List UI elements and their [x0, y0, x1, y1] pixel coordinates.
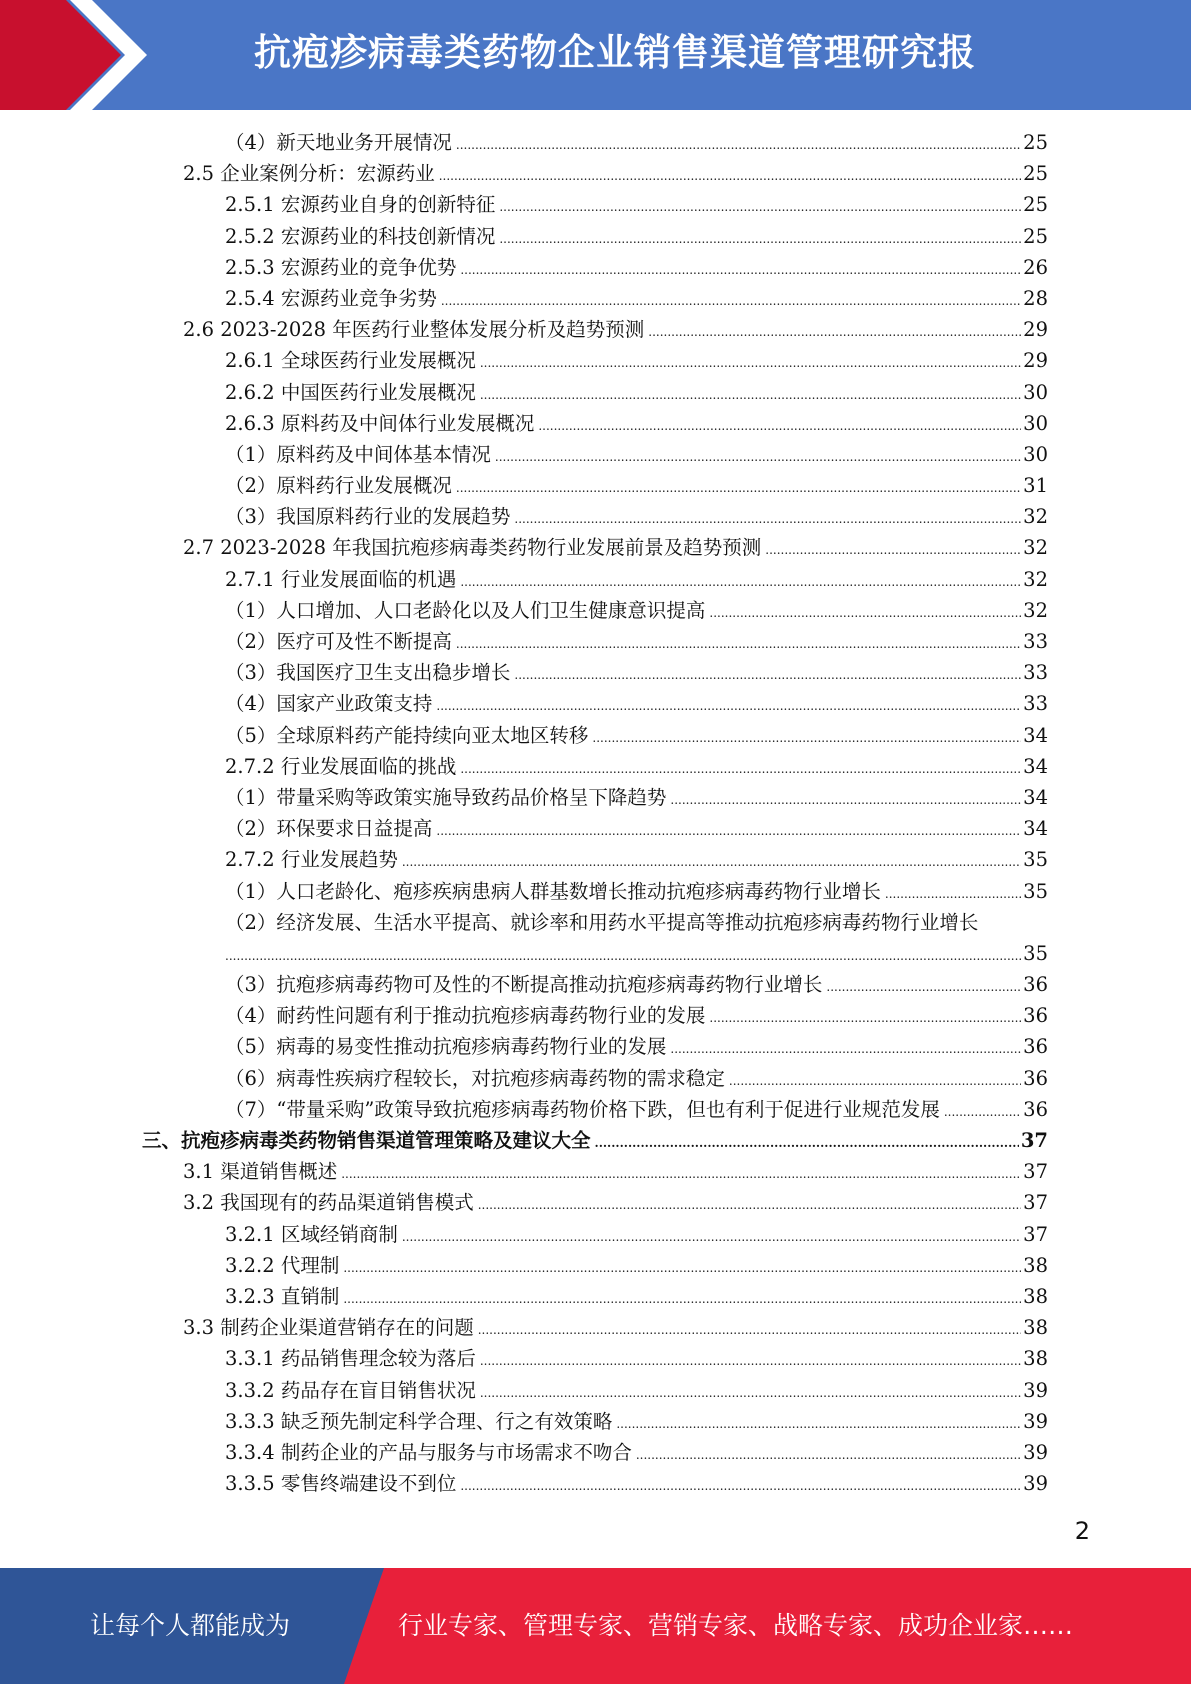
toc-entry[interactable]	[0, 158, 1048, 189]
toc-entry[interactable]	[0, 439, 1048, 470]
toc-entry[interactable]	[0, 501, 1048, 532]
toc-leader-dots	[343, 1284, 1021, 1315]
toc-leader-dots	[499, 192, 1021, 223]
toc-entry-page: 39	[1023, 1378, 1048, 1402]
toc-leader-dots	[616, 1409, 1021, 1440]
toc-leader-dots	[538, 411, 1021, 442]
toc-leader-dots	[460, 567, 1021, 598]
toc-entry[interactable]	[0, 1312, 1048, 1343]
toc-entry[interactable]	[0, 626, 1048, 657]
toc-entry-page: 32	[1023, 598, 1048, 622]
toc-entry-title: 3.3 制药企业渠道营销存在的问题	[183, 1316, 474, 1340]
table-of-contents	[0, 127, 1191, 1499]
toc-entry-page: 29	[1023, 349, 1048, 373]
toc-leader-dots	[636, 1440, 1021, 1471]
toc-entry-title: 3.2 我国现有的药品渠道销售模式	[183, 1191, 474, 1215]
toc-entry-page: 34	[1023, 817, 1048, 841]
toc-entry[interactable]	[0, 1094, 1048, 1125]
toc-leader-dots	[402, 847, 1021, 878]
toc-leader-dots	[648, 317, 1021, 348]
toc-entry[interactable]	[0, 314, 1048, 345]
toc-entry[interactable]	[0, 1156, 1048, 1187]
toc-entry-page: 36	[1023, 1004, 1048, 1028]
toc-leader-dots	[456, 473, 1021, 504]
report-title: 抗疱疹病毒类药物企业销售渠道管理研究报告	[254, 31, 976, 180]
toc-entry-page: 33	[1023, 692, 1048, 716]
toc-leader-dots	[885, 879, 1021, 910]
toc-entry-page: 32	[1023, 567, 1048, 591]
toc-entry-title: 2.7 2023-2028 年我国抗疱疹病毒类药物行业发展前景及趋势预测	[183, 536, 762, 560]
toc-leader-dots	[595, 1128, 1019, 1159]
toc-leader-dots	[592, 723, 1021, 754]
toc-entry-continuation[interactable]	[0, 938, 1048, 969]
toc-leader-dots	[944, 1097, 1021, 1128]
toc-entry-page: 37	[1023, 1222, 1048, 1246]
toc-entry-page: 25	[1023, 193, 1048, 217]
toc-entry[interactable]	[0, 751, 1048, 782]
toc-leader-dots	[495, 442, 1021, 473]
toc-entry-title: 3.3.4 制药企业的产品与服务与市场需求不吻合	[225, 1440, 632, 1464]
toc-entry-title: 3.2.3 直销制	[225, 1284, 340, 1308]
toc-entry[interactable]	[0, 720, 1048, 751]
toc-leader-dots	[480, 380, 1021, 411]
toc-entry-page: 38	[1023, 1316, 1048, 1340]
toc-entry[interactable]	[0, 1187, 1048, 1218]
toc-entry-page: 30	[1023, 442, 1048, 466]
toc-entry-title: 3.1 渠道销售概述	[183, 1160, 338, 1184]
toc-entry-title: （3）我国医疗卫生支出稳步增长	[225, 661, 511, 685]
toc-entry[interactable]	[0, 1375, 1048, 1406]
toc-entry[interactable]	[0, 688, 1048, 719]
footer-slogan-left: 让每个人都能成为	[89, 1611, 290, 1640]
toc-entry-page: 38	[1023, 1347, 1048, 1371]
toc-entry-title: 2.7.2 行业发展面临的挑战	[225, 754, 457, 778]
toc-entry-page: 25	[1023, 162, 1048, 186]
toc-entry-page: 33	[1023, 630, 1048, 653]
toc-entry[interactable]	[0, 1219, 1048, 1250]
toc-entry-title: 3.2.1 区域经销商制	[225, 1222, 398, 1246]
toc-leader-dots	[439, 161, 1021, 192]
toc-entry-page: 36	[1023, 1066, 1048, 1090]
toc-entry-title: 3.3.5 零售终端建设不到位	[225, 1472, 457, 1496]
toc-leader-dots	[456, 130, 1021, 161]
toc-entry[interactable]	[0, 1468, 1048, 1499]
toc-entry[interactable]	[0, 1437, 1048, 1468]
toc-leader-dots	[514, 660, 1021, 691]
toc-entry[interactable]	[0, 189, 1048, 220]
toc-entry-title: 2.5 企业案例分析：宏源药业	[183, 162, 435, 186]
toc-entry[interactable]	[0, 657, 1048, 688]
toc-entry[interactable]	[0, 252, 1048, 283]
toc-entry-title: （6）病毒性疾病疗程较长，对抗疱疹病毒药物的需求稳定	[225, 1066, 725, 1090]
toc-entry-page: 35	[1023, 941, 1048, 965]
toc-leader-dots	[514, 504, 1021, 535]
toc-entry-page: 38	[1023, 1284, 1048, 1308]
toc-entry[interactable]	[0, 1063, 1048, 1094]
toc-entry-title: （2）经济发展、生活水平提高、就诊率和用药水平提高等推动抗疱疹病毒药物行业增长	[225, 910, 979, 934]
toc-entry-page: 32	[1023, 505, 1048, 529]
toc-leader-dots	[826, 972, 1021, 1003]
toc-entry[interactable]	[0, 876, 1048, 907]
toc-entry-page: 34	[1023, 785, 1048, 809]
toc-entry-title: 2.5.3 宏源药业的竞争优势	[225, 255, 457, 279]
toc-entry-page: 32	[1023, 536, 1048, 560]
toc-entry-title: （1）带量采购等政策实施导致药品价格呈下降趋势	[225, 785, 667, 809]
toc-entry-title: （1）原料药及中间体基本情况	[225, 442, 491, 466]
toc-entry-page: 25	[1023, 224, 1048, 248]
toc-entry[interactable]	[0, 1250, 1048, 1281]
toc-leader-dots	[670, 1034, 1021, 1065]
toc-entry-page: 34	[1023, 723, 1048, 747]
toc-leader-dots	[225, 941, 1021, 972]
toc-entry[interactable]	[0, 595, 1048, 626]
toc-entry-page: 34	[1023, 754, 1048, 778]
toc-entry-title: 2.5.4 宏源药业竞争劣势	[225, 286, 437, 310]
toc-entry-title: （4）新天地业务开展情况	[225, 131, 452, 154]
toc-entry-title: 3.2.2 代理制	[225, 1253, 340, 1277]
toc-entry-page: 26	[1023, 255, 1048, 279]
toc-entry-page: 36	[1023, 1035, 1048, 1059]
toc-entry-title: （2）医疗可及性不断提高	[225, 630, 452, 653]
toc-entry-title: （7）“带量采购”政策导致抗疱疹病毒药物价格下跌，但也有利于促进行业规范发展	[225, 1097, 940, 1121]
toc-entry-page: 33	[1023, 661, 1048, 685]
toc-leader-dots	[436, 691, 1021, 722]
toc-entry-title: 3.3.2 药品存在盲目销售状况	[225, 1378, 476, 1402]
toc-leader-dots	[460, 754, 1021, 785]
toc-entry-title: 2.5.1 宏源药业自身的创新特征	[225, 193, 496, 217]
toc-entry-page: 37	[1023, 1160, 1048, 1184]
toc-entry-page: 25	[1023, 131, 1048, 154]
toc-entry-page: 30	[1023, 380, 1048, 404]
toc-entry-page: 38	[1023, 1253, 1048, 1277]
toc-leader-dots	[441, 286, 1021, 317]
toc-leader-dots	[460, 255, 1021, 286]
toc-entry[interactable]	[0, 907, 1048, 938]
toc-entry-title: 2.7.1 行业发展面临的机遇	[225, 567, 457, 591]
toc-entry-page: 39	[1023, 1472, 1048, 1496]
toc-entry[interactable]	[0, 408, 1048, 439]
toc-entry[interactable]	[0, 1000, 1048, 1031]
footer-slogan-right: 行业专家、管理专家、营销专家、战略专家、成功企业家……	[398, 1611, 1074, 1640]
toc-entry-page: 37	[1023, 1191, 1048, 1215]
toc-entry-page: 35	[1023, 848, 1048, 872]
toc-entry[interactable]	[0, 532, 1048, 563]
toc-entry[interactable]	[0, 813, 1048, 844]
toc-entry-page: 39	[1023, 1409, 1048, 1433]
toc-leader-dots	[765, 535, 1021, 566]
toc-entry-title: （4）国家产业政策支持	[225, 692, 433, 716]
toc-leader-dots	[729, 1066, 1021, 1097]
toc-entry-page: 30	[1023, 411, 1048, 435]
toc-entry-title: 3.3.3 缺乏预先制定科学合理、行之有效策略	[225, 1409, 613, 1433]
toc-entry[interactable]	[0, 221, 1048, 252]
page-footer	[0, 1568, 1191, 1684]
toc-leader-dots	[478, 1190, 1021, 1221]
toc-entry[interactable]	[0, 377, 1048, 408]
toc-entry[interactable]	[0, 283, 1048, 314]
toc-entry[interactable]	[0, 1031, 1048, 1062]
toc-entry-title: 2.6.2 中国医药行业发展概况	[225, 380, 476, 404]
toc-entry-title: （4）耐药性问题有利于推动抗疱疹病毒药物行业的发展	[225, 1004, 706, 1028]
toc-leader-dots	[341, 1159, 1021, 1190]
toc-leader-dots	[480, 1378, 1021, 1409]
toc-leader-dots	[499, 224, 1021, 255]
toc-entry-title: 三、抗疱疹病毒类药物销售渠道管理策略及建议大全	[142, 1129, 591, 1153]
toc-leader-dots	[478, 1315, 1021, 1346]
toc-leader-dots	[456, 629, 1021, 660]
toc-entry-page: 28	[1023, 286, 1048, 310]
toc-entry[interactable]	[0, 127, 1048, 158]
toc-leader-dots	[402, 1222, 1021, 1253]
toc-entry-page: 39	[1023, 1440, 1048, 1464]
toc-entry-title: （2）原料药行业发展概况	[225, 474, 452, 498]
toc-entry-title: （3）我国原料药行业的发展趋势	[225, 505, 511, 529]
toc-entry-page: 29	[1023, 318, 1048, 342]
toc-leader-dots	[343, 1253, 1021, 1284]
toc-leader-dots	[709, 1003, 1021, 1034]
toc-entry[interactable]	[0, 844, 1048, 875]
toc-entry-title: 2.6 2023-2028 年医药行业整体发展分析及趋势预测	[183, 318, 645, 342]
toc-entry-title: 2.7.2 行业发展趋势	[225, 848, 398, 872]
toc-entry[interactable]	[0, 564, 1048, 595]
toc-entry-page: 31	[1023, 474, 1048, 498]
toc-entry-title: 2.6.1 全球医药行业发展概况	[225, 349, 476, 373]
toc-entry-title: （5）全球原料药产能持续向亚太地区转移	[225, 723, 589, 747]
toc-entry[interactable]	[0, 969, 1048, 1000]
toc-leader-dots	[709, 598, 1021, 629]
toc-entry-page: 35	[1023, 879, 1048, 903]
toc-entry[interactable]	[0, 345, 1048, 376]
toc-entry-title: （1）人口增加、人口老龄化以及人们卫生健康意识提高	[225, 598, 706, 622]
page-number: 2	[1074, 1517, 1090, 1545]
toc-entry[interactable]	[0, 1281, 1048, 1312]
toc-entry-title: （1）人口老龄化、疱疹疾病患病人群基数增长推动抗疱疹病毒药物行业增长	[225, 879, 881, 903]
toc-entry-title: （5）病毒的易变性推动抗疱疹病毒药物行业的发展	[225, 1035, 667, 1059]
toc-leader-dots	[670, 785, 1021, 816]
toc-leader-dots	[480, 348, 1021, 379]
toc-chapter-entry[interactable]	[0, 1125, 1048, 1156]
toc-entry[interactable]	[0, 782, 1048, 813]
header-arrow-decor	[0, 0, 160, 110]
toc-entry-title: 2.5.2 宏源药业的科技创新情况	[225, 224, 496, 248]
toc-entry[interactable]	[0, 1406, 1048, 1437]
toc-leader-dots	[460, 1471, 1021, 1502]
toc-entry-title: 2.6.3 原料药及中间体行业发展概况	[225, 411, 535, 435]
toc-entry-page: 37	[1020, 1129, 1048, 1153]
toc-entry-title: （2）环保要求日益提高	[225, 817, 433, 841]
toc-leader-dots	[436, 816, 1021, 847]
toc-entry-page: 36	[1023, 1097, 1048, 1121]
toc-entry[interactable]	[0, 470, 1048, 501]
toc-entry-title: （3）抗疱疹病毒药物可及性的不断提高推动抗疱疹病毒药物行业增长	[225, 973, 823, 997]
toc-leader-dots	[480, 1346, 1021, 1377]
toc-entry-title: 3.3.1 药品销售理念较为落后	[225, 1347, 476, 1371]
toc-entry-page: 36	[1023, 973, 1048, 997]
toc-entry[interactable]	[0, 1343, 1048, 1374]
